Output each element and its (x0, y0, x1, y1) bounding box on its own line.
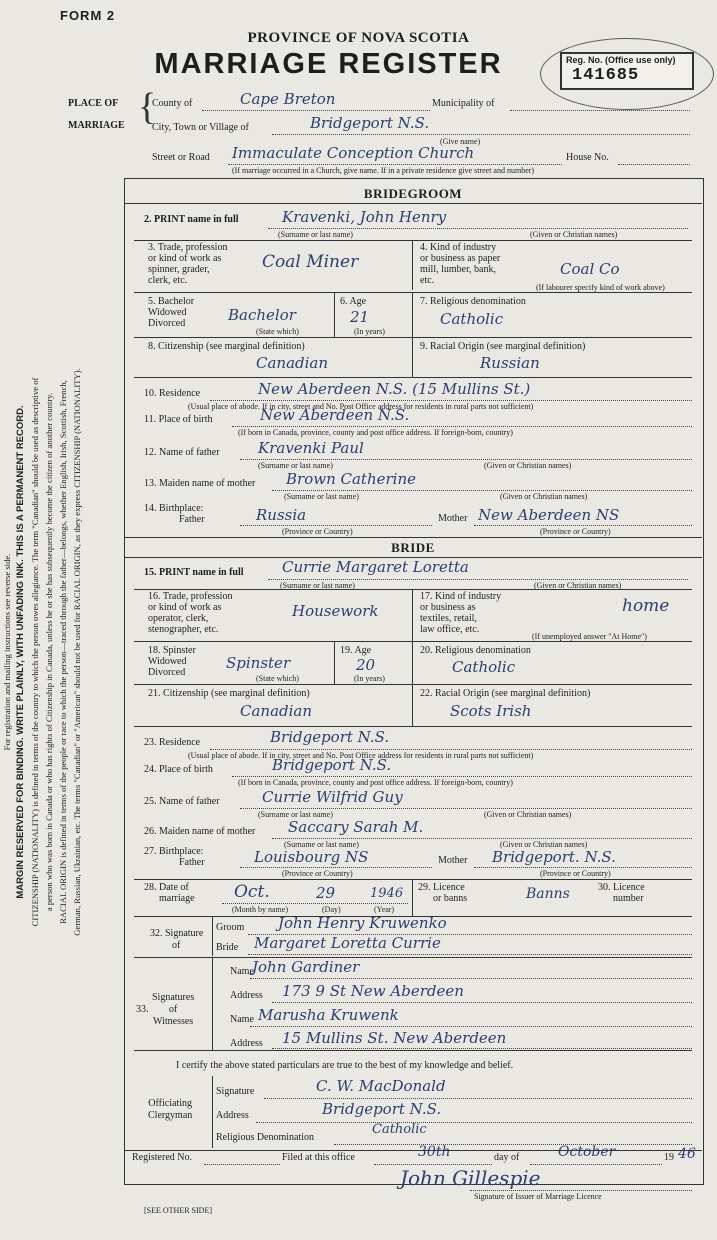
reg-number-label: Reg. No. (Office use only) (566, 55, 676, 65)
margin-instructions: For registration and mailing instructions see reverse side. MARGIN RESERVED FOR BINDING. WRITE PLAINLY, WITH UNFADING INK. THIS IS A PERMANENT RECORD. CITIZENSHIP (NATIONALITY) is defined in terms of the country to which the person owes allegiance. The term "Canadian" should be used as descriptive of a person who was born in Canada or who has rights of Citizenship in Canada, unless he or she has subsequently become the citizen of another country. RACIAL ORIGIN is defined in terms of the people or race to which the person—traced through the father—belongs, whether English, Irish, Scottish, French, German, Russian, Ukrainian, etc. The terms "Canadian" or "American" should not be used for RACIAL ORIGIN, as they express CITIZENSHIP (NATIONALITY). (2, 368, 82, 936)
filed-label: Filed at this office (282, 1152, 355, 1163)
surname-note-4: (Surname or last name) (280, 581, 355, 590)
prov-note-4: (Province or Country) (540, 869, 611, 878)
bride-status: Spinster (226, 654, 291, 672)
groom-trade: Coal Miner (262, 252, 359, 272)
groom-racial-label: 9. Racial Origin (see marginal definition) (420, 341, 586, 352)
bride-religion: Catholic (452, 658, 516, 676)
witness1-name: John Gardiner (252, 958, 360, 976)
witness1-address: 173 9 St New Aberdeen (282, 982, 464, 1000)
day-note: (Day) (322, 905, 341, 914)
groom-racial: Russian (480, 354, 540, 372)
groom-trade-label: 3. Trade, profession or kind of work as spinner, grader, clerk, etc. (148, 242, 228, 286)
witness2-name: Marusha Kruwenk (258, 1006, 399, 1024)
street-label: Street or Road (152, 152, 210, 163)
groom-age-label: 6. Age (340, 296, 367, 307)
groom-citizenship-label: 8. Citizenship (see marginal definition) (148, 341, 305, 352)
groom-birthplace: New Aberdeen N.S. (260, 406, 410, 424)
witnesses-number: 33. (136, 1004, 149, 1015)
groom-name-label: 2. PRINT name in full (144, 214, 239, 225)
city-value: Bridgeport N.S. (310, 114, 430, 132)
bride-mother-label: 26. Maiden name of mother (144, 826, 256, 837)
page-title: MARRIAGE REGISTER (154, 48, 503, 80)
groom-residence-label: 10. Residence (144, 388, 201, 399)
see-other-side: [SEE OTHER SIDE] (144, 1206, 212, 1215)
marriage-label: MARRIAGE (68, 120, 125, 131)
groom-status-label: 5. Bachelor Widowed Divorced (148, 296, 195, 329)
surname-note-5: (Surname or last name) (258, 810, 333, 819)
w1-name-label: Name (230, 966, 254, 977)
bride-sig-label: Bride (216, 942, 239, 953)
surname-note-2: (Surname or last name) (258, 461, 333, 470)
bridegroom-heading: BRIDEGROOM (363, 186, 463, 201)
province-heading: PROVINCE OF NOVA SCOTIA (247, 30, 470, 46)
bride-racial: Scots Irish (450, 702, 532, 720)
surname-note-3: (Surname or last name) (284, 492, 359, 501)
bride-residence: Bridgeport N.S. (270, 728, 390, 746)
place-brace: { (138, 86, 157, 128)
surname-note: (Surname or last name) (278, 230, 353, 239)
bride-birth-label: 24. Place of birth (144, 764, 213, 775)
groom-residence-note: (Usual place of abode. If in city, street and No. Post Office address for residents in rural parts not sufficient) (188, 402, 534, 411)
bride-status-label: 18. Spinster Widowed Divorced (148, 645, 196, 678)
bride-birth-note: (If born in Canada, province, county and post office address. If foreign-born, country) (238, 778, 513, 787)
groom-residence: New Aberdeen N.S. (15 Mullins St.) (258, 380, 531, 398)
bride-heading: BRIDE (391, 540, 435, 555)
filed-day: 30th (418, 1144, 451, 1160)
officiating-label: Officiating Clergyman (148, 1098, 193, 1121)
groom-father: Kravenki Paul (258, 439, 364, 457)
banns-value: Banns (526, 886, 570, 902)
certify-statement: I certify the above stated particulars are true to the best of my knowledge and belief. (176, 1060, 514, 1071)
clergy-sig-label: Signature (216, 1086, 255, 1097)
issuer-label: Signature of Issuer of Marriage Licence (474, 1192, 602, 1201)
groom-industry-label: 4. Kind of industry or business as paper mill, lumber, bank, etc. (420, 242, 501, 286)
groom-father-label: 12. Name of father (144, 447, 220, 458)
county-value: Cape Breton (240, 90, 336, 108)
bride-age-note: (In years) (354, 674, 385, 683)
day-of-label: day of (494, 1152, 520, 1163)
prov-note-1: (Province or Country) (282, 527, 353, 536)
bride-father-birthplace: Louisbourg NS (254, 848, 369, 866)
clergy-address-label: Address (216, 1110, 249, 1121)
bride-racial-label: 22. Racial Origin (see marginal definition) (420, 688, 591, 699)
issuer-signature: John Gillespie (400, 1166, 541, 1190)
bride-state-note: (State which) (256, 674, 299, 683)
form-number: FORM 2 (60, 8, 116, 23)
groom-birth-label: 11. Place of birth (144, 414, 213, 425)
given-note-6: (Given or Christian names) (500, 840, 588, 849)
licence-number-label: 30. Licence number (598, 882, 645, 904)
bride-religion-label: 20. Religious denomination (420, 645, 531, 656)
marriage-year: 1946 (370, 886, 404, 901)
reg-number: 141685 (572, 66, 640, 85)
groom-religion: Catholic (440, 310, 504, 328)
house-label: House No. (566, 152, 609, 163)
groom-industry: Coal Co (560, 260, 620, 278)
filed-month: October (558, 1144, 616, 1160)
groom-birth-note: (If born in Canada, province, county and post office address. If foreign-born, country) (238, 428, 513, 437)
bride-age: 20 (356, 656, 376, 674)
groom-mother-label: 13. Maiden name of mother (144, 478, 256, 489)
groom-age-note: (In years) (354, 327, 385, 336)
w1-address-label: Address (230, 990, 263, 1001)
registered-label: Registered No. (132, 1152, 192, 1163)
given-note-2: (Given or Christian names) (484, 461, 572, 470)
bride-trade-label: 16. Trade, profession or kind of work as operator, clerk, stenographer, etc. (148, 591, 233, 635)
bride-signature: Margaret Loretta Currie (254, 934, 441, 952)
bride-father: Currie Wilfrid Guy (262, 788, 403, 806)
mother-label: Mother (438, 513, 468, 524)
groom-birthplace-parents-label: 14. Birthplace: Father (144, 503, 205, 525)
clergy-denomination: Catholic (372, 1122, 427, 1137)
clergy-denom-label: Religious Denomination (216, 1132, 315, 1143)
given-note-5: (Given or Christian names) (484, 810, 572, 819)
bride-birthplace: Bridgeport N.S. (272, 756, 392, 774)
street-value: Immaculate Conception Church (232, 144, 475, 162)
prov-note-3: (Province or Country) (282, 869, 353, 878)
groom-sig-label: Groom (216, 922, 245, 933)
banns-label: 29. Licence or banns (418, 882, 468, 904)
witness2-address: 15 Mullins St. New Aberdeen (282, 1029, 507, 1047)
unemployed-note: (If unemployed answer "At Home") (532, 632, 647, 641)
groom-mother: Brown Catherine (286, 470, 416, 488)
bride-mother-birthplace: Bridgeport. N.S. (492, 848, 616, 866)
bride-industry-label: 17. Kind of industry or business as textiles, retail, law office, etc. (420, 591, 502, 635)
witnesses-label: Signatures of Witnesses (152, 992, 195, 1027)
groom-mother-birthplace: New Aberdeen NS (478, 506, 620, 524)
w2-address-label: Address (230, 1038, 263, 1049)
w2-name-label: Name (230, 1014, 254, 1025)
clergy-address: Bridgeport N.S. (322, 1100, 442, 1118)
groom-age: 21 (350, 308, 370, 326)
mother-label-2: Mother (438, 855, 468, 866)
bride-residence-label: 23. Residence (144, 737, 201, 748)
filed-year: 46 (678, 1146, 696, 1162)
given-note: (Given or Christian names) (530, 230, 618, 239)
groom-name: Kravenki, John Henry (282, 208, 447, 226)
bride-name: Currie Margaret Loretta (282, 558, 469, 576)
groom-father-birthplace: Russia (256, 506, 307, 524)
marriage-date-label: 28. Date of marriage (144, 882, 195, 904)
given-note-3: (Given or Christian names) (500, 492, 588, 501)
prov-note-2: (Province or Country) (540, 527, 611, 536)
given-note-4: (Given or Christian names) (534, 581, 622, 590)
bride-name-label: 15. PRINT name in full (144, 567, 244, 578)
labourer-note: (If labourer specify kind of work above) (536, 283, 665, 292)
bride-industry: home (622, 596, 670, 616)
bride-citizenship: Canadian (240, 702, 313, 720)
surname-note-6: (Surname or last name) (284, 840, 359, 849)
marriage-day: 29 (316, 884, 336, 902)
bride-mother: Saccary Sarah M. (288, 818, 424, 836)
place-of-label: PLACE OF (68, 98, 119, 109)
groom-citizenship: Canadian (256, 354, 329, 372)
give-name-note: (Give name) (440, 137, 481, 146)
city-label: City, Town or Village of (152, 122, 249, 133)
street-note: (If marriage occurred in a Church, give name. If in a private residence give street and number) (232, 166, 535, 175)
county-label: County of (152, 98, 193, 109)
bride-father-label: 25. Name of father (144, 796, 220, 807)
bride-residence-note: (Usual place of abode. If in city, street and No. Post Office address for residents in rural parts not sufficient) (188, 751, 534, 760)
month-note: (Month by name) (232, 905, 288, 914)
groom-status: Bachelor (228, 306, 296, 324)
bride-birthplace-parents-label: 27. Birthplace: Father (144, 846, 205, 868)
bride-age-label: 19. Age (340, 645, 372, 656)
groom-religion-label: 7. Religious denomination (420, 296, 526, 307)
bride-citizenship-label: 21. Citizenship (see marginal definition) (148, 688, 310, 699)
clergy-signature: C. W. MacDonald (316, 1077, 446, 1095)
bride-trade: Housework (292, 602, 379, 620)
municipality-label: Municipality of (432, 98, 495, 109)
filed-year-prefix: 19 (664, 1152, 674, 1163)
year-note: (Year) (374, 905, 395, 914)
marriage-month: Oct. (234, 882, 270, 902)
groom-state-note: (State which) (256, 327, 299, 336)
signature-of-label: 32. Signature of (150, 928, 204, 951)
groom-signature: John Henry Kruwenko (278, 914, 447, 932)
